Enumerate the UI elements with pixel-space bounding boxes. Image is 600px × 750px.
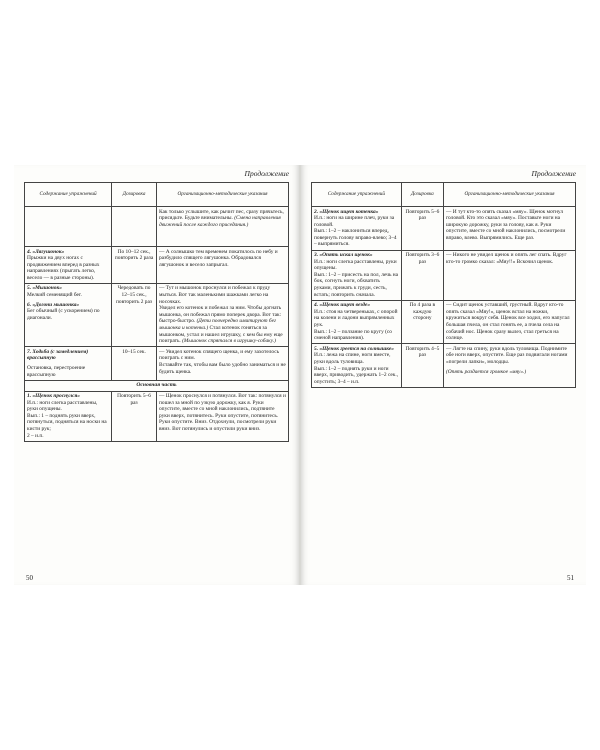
page-number: 51 (567, 574, 574, 582)
header-content: Содержание упражнений (25, 183, 112, 207)
header-dosage: Дозировка (401, 183, 443, 207)
exercise-title: 2. «Щенок ищет котенка» (314, 208, 379, 215)
exercise-desc: Вып.: 1 – поднять руки вверх, потянуться, подняться на носки на кисти рук; (27, 412, 107, 432)
exercise-title: 4. «Лягушонок» (27, 248, 65, 255)
exercise-desc: 2 – и.п. (27, 432, 44, 439)
exercise-title: 7. Ходьба (с замедлением) врассыпную (27, 348, 89, 362)
cell-notes: — Сидит щенок уставший, грустный. Вдруг кто-то опять сказал «Мяу!», щенок встал на ножки, кружиться вокруг себя. Щенок все ходил, его напугал большая пчела, он стал гонять ее, а пчела села на собачий нос. Щенок сразу вылез, стал греться на солнце. (443, 300, 575, 344)
table-row (25, 283, 289, 346)
notes-italic: (Смена направления движений после каждого приседания.) (158, 215, 281, 228)
page-number: 50 (26, 574, 33, 582)
table-row (312, 300, 576, 344)
exercise-desc: И.п.: ноги слегка расставлены, руки опущены. (314, 258, 397, 272)
cell-content (25, 247, 112, 284)
exercise-desc: И.п.: ноги на ширине плеч, руки за головой. (314, 215, 395, 228)
table-row (25, 391, 289, 441)
cell-notes: — Щенок проснулся и потянулся. Вот так: потянулся и пошел за мной по узкую дорожку, как я. Руки опустите, вместе со мной наклонились, подтяните руки вверх, потянитесь. Руки опустите, потянитесь. Руки опустите. Вниз. Отдохнули, посмотрели руки вниз. Вот потянулись и опустили руки вниз. (156, 391, 288, 441)
cell-dosage: Повторить 5–6 раз (112, 391, 157, 441)
exercise-desc: Прыжки на двух ногах с продвижением вперед в разных направлениях (прыгать легко, весело — в разные стороны). (27, 255, 100, 281)
cell-notes (156, 347, 288, 380)
table-row (312, 250, 576, 300)
table-row (25, 247, 289, 284)
cell-content (25, 347, 112, 380)
cell-content (25, 283, 112, 346)
cell-dosage: По 10–12 сек., повторить 2 раза (112, 247, 157, 284)
cell-dosage: 10–15 сек. (112, 347, 157, 380)
notes-text: — Тут и мышонок проснулся и побежал к пруду мыться. Вот так маленькими шажками легко на носочках. (158, 285, 271, 305)
table-row (312, 344, 576, 388)
exercise-desc: И.п.: стоя на четвереньках, с опорой на колени и ладони выпрямленных рук. (314, 308, 398, 328)
notes-text: Вставайте так, чтобы вам было удобно заниматься и не будить щенка. (158, 362, 286, 375)
exercise-desc: Остановка, перестроение врассыпную (27, 365, 86, 378)
cell-notes: — И тут кто-то опять сказал «мяу». Щенок мотнул головой. Кто это сказал «мяу». Поставьте ноги на широкую дорожку, руки за голову, как я. Руки опустите, вместе со мной наклонились, посмотрели вправо, влево. Выпрямились. Еще раз. (443, 207, 575, 251)
continued-label: Продолжение (531, 169, 576, 178)
section-title: Основная часть (25, 380, 289, 391)
notes-text: Стал котенок гоняться за мышонком, устал и нашел игрушку, с кем бы ему еще поиграть. (158, 325, 283, 345)
cell-notes: — Никого не увидел щенок и опять лег спать. Вдруг кто-то громко сказал: «Мяу!!» Вскочил щенок. (443, 250, 575, 300)
table-header-row (25, 183, 289, 207)
cell-content (25, 391, 112, 441)
cell-notes (443, 344, 575, 388)
header-content: Содержание упражнений (312, 183, 402, 207)
right-page (301, 165, 586, 585)
exercise-desc: И.п.: ноги слегка расставлены, руки опущены. (27, 399, 98, 413)
exercise-desc: Вып.: 1–2 – присесть на пол, лечь на бок, согнуть ноги, обхватить руками, прижать к груди, сесть, встать; повторить сначала. (314, 271, 399, 298)
cell-content (312, 250, 402, 300)
header-notes: Организационно-методические указания (156, 183, 288, 207)
header-notes: Организационно-методические указания (443, 183, 575, 207)
header-dosage: Дозировка (112, 183, 157, 207)
exercise-table (311, 182, 576, 388)
cell-content (312, 207, 402, 251)
exercise-title: 5. «Мышонок» (27, 285, 62, 292)
cell-content (312, 300, 402, 344)
cell-content (312, 344, 402, 388)
notes-italic: (Опять раздается громкое «мяу».) (445, 368, 527, 375)
exercise-title: 5. «Щенок греется на солнышке» (314, 345, 394, 352)
exercise-desc: Бег обычный (с ускорением) по диагонали. (27, 308, 100, 321)
cell-notes: — А солнышко тем временем покатилось по небу и разбудило спящего лягушонка. Обрадовался лягушонок и весело запрыгал. (156, 247, 288, 284)
table-row (25, 347, 289, 380)
cell-dosage: Повторить 4–5 раз (401, 344, 443, 388)
notes-text: — Лягте на спину, руки вдоль туловища. Поднимите обе ноги вверх, опустите. Еще раз подвигали ногами «погрели лапки», молодцы. (445, 345, 568, 365)
notes-text: — Увидел котенок спящего щенка, и ему захотелось поиграть с ним. (158, 348, 280, 362)
cell-content (25, 207, 112, 247)
notes-italic: (Дети поочередно имитируют бег мышонка и котенка.) (158, 318, 277, 332)
notes-text: Как только услышите, как рычит пес, сразу прячьтесь, присядьте. Будьте внимательны. (158, 208, 284, 222)
exercise-desc: Вып.: 1–2 – поднять руки и ноги вверх, приводить, удержать 1–2 сек., опустить; 3–4 – и.п. (314, 365, 399, 385)
exercise-desc: Вып.: 1–2 – ползание по кругу (со сменой направления). (314, 328, 393, 342)
left-page (14, 165, 299, 585)
continued-label: Продолжение (244, 169, 289, 178)
notes-text: Увидел его котенок и побежал за ним. Чтобы догнать мышонка, он побежал прямо поперек двора. Вот так: быстро-быстро. (158, 305, 282, 325)
exercise-title: 4. «Щенок ищет везде» (314, 302, 371, 309)
exercise-title: 1. «Щенок проснулся» (27, 393, 80, 399)
cell-dosage (112, 207, 157, 247)
exercise-table (24, 182, 289, 442)
section-row (25, 380, 289, 391)
cell-dosage: По 4 раза в каждую сторону (401, 300, 443, 344)
cell-notes (156, 283, 288, 346)
cell-notes (156, 207, 288, 247)
table-row (25, 207, 289, 247)
exercise-title: 6. «Догони мышонка» (27, 301, 80, 308)
exercise-title: 3. «Опять искал щенок» (314, 252, 373, 259)
cell-dosage: Чередовать по 12–15 сек., повторить 2 раз (112, 283, 157, 346)
exercise-desc: Мелкий семенящий бег. (27, 292, 82, 299)
notes-italic: (Мышонок спрятался в игрушку-собаку.) (182, 338, 276, 345)
cell-dosage: Повторить 3–6 раз (401, 250, 443, 300)
table-header-row (312, 183, 576, 207)
cell-dosage: Повторить 5–6 раз (401, 207, 443, 251)
table-row (312, 207, 576, 251)
exercise-desc: Вып.: 1–2 – наклониться вперед, повернуть голову вправо-влево; 3–4 – выпрямиться. (314, 228, 397, 248)
exercise-desc: И.п.: лежа на спине, ноги вместе, руки вдоль туловища. (314, 352, 391, 365)
